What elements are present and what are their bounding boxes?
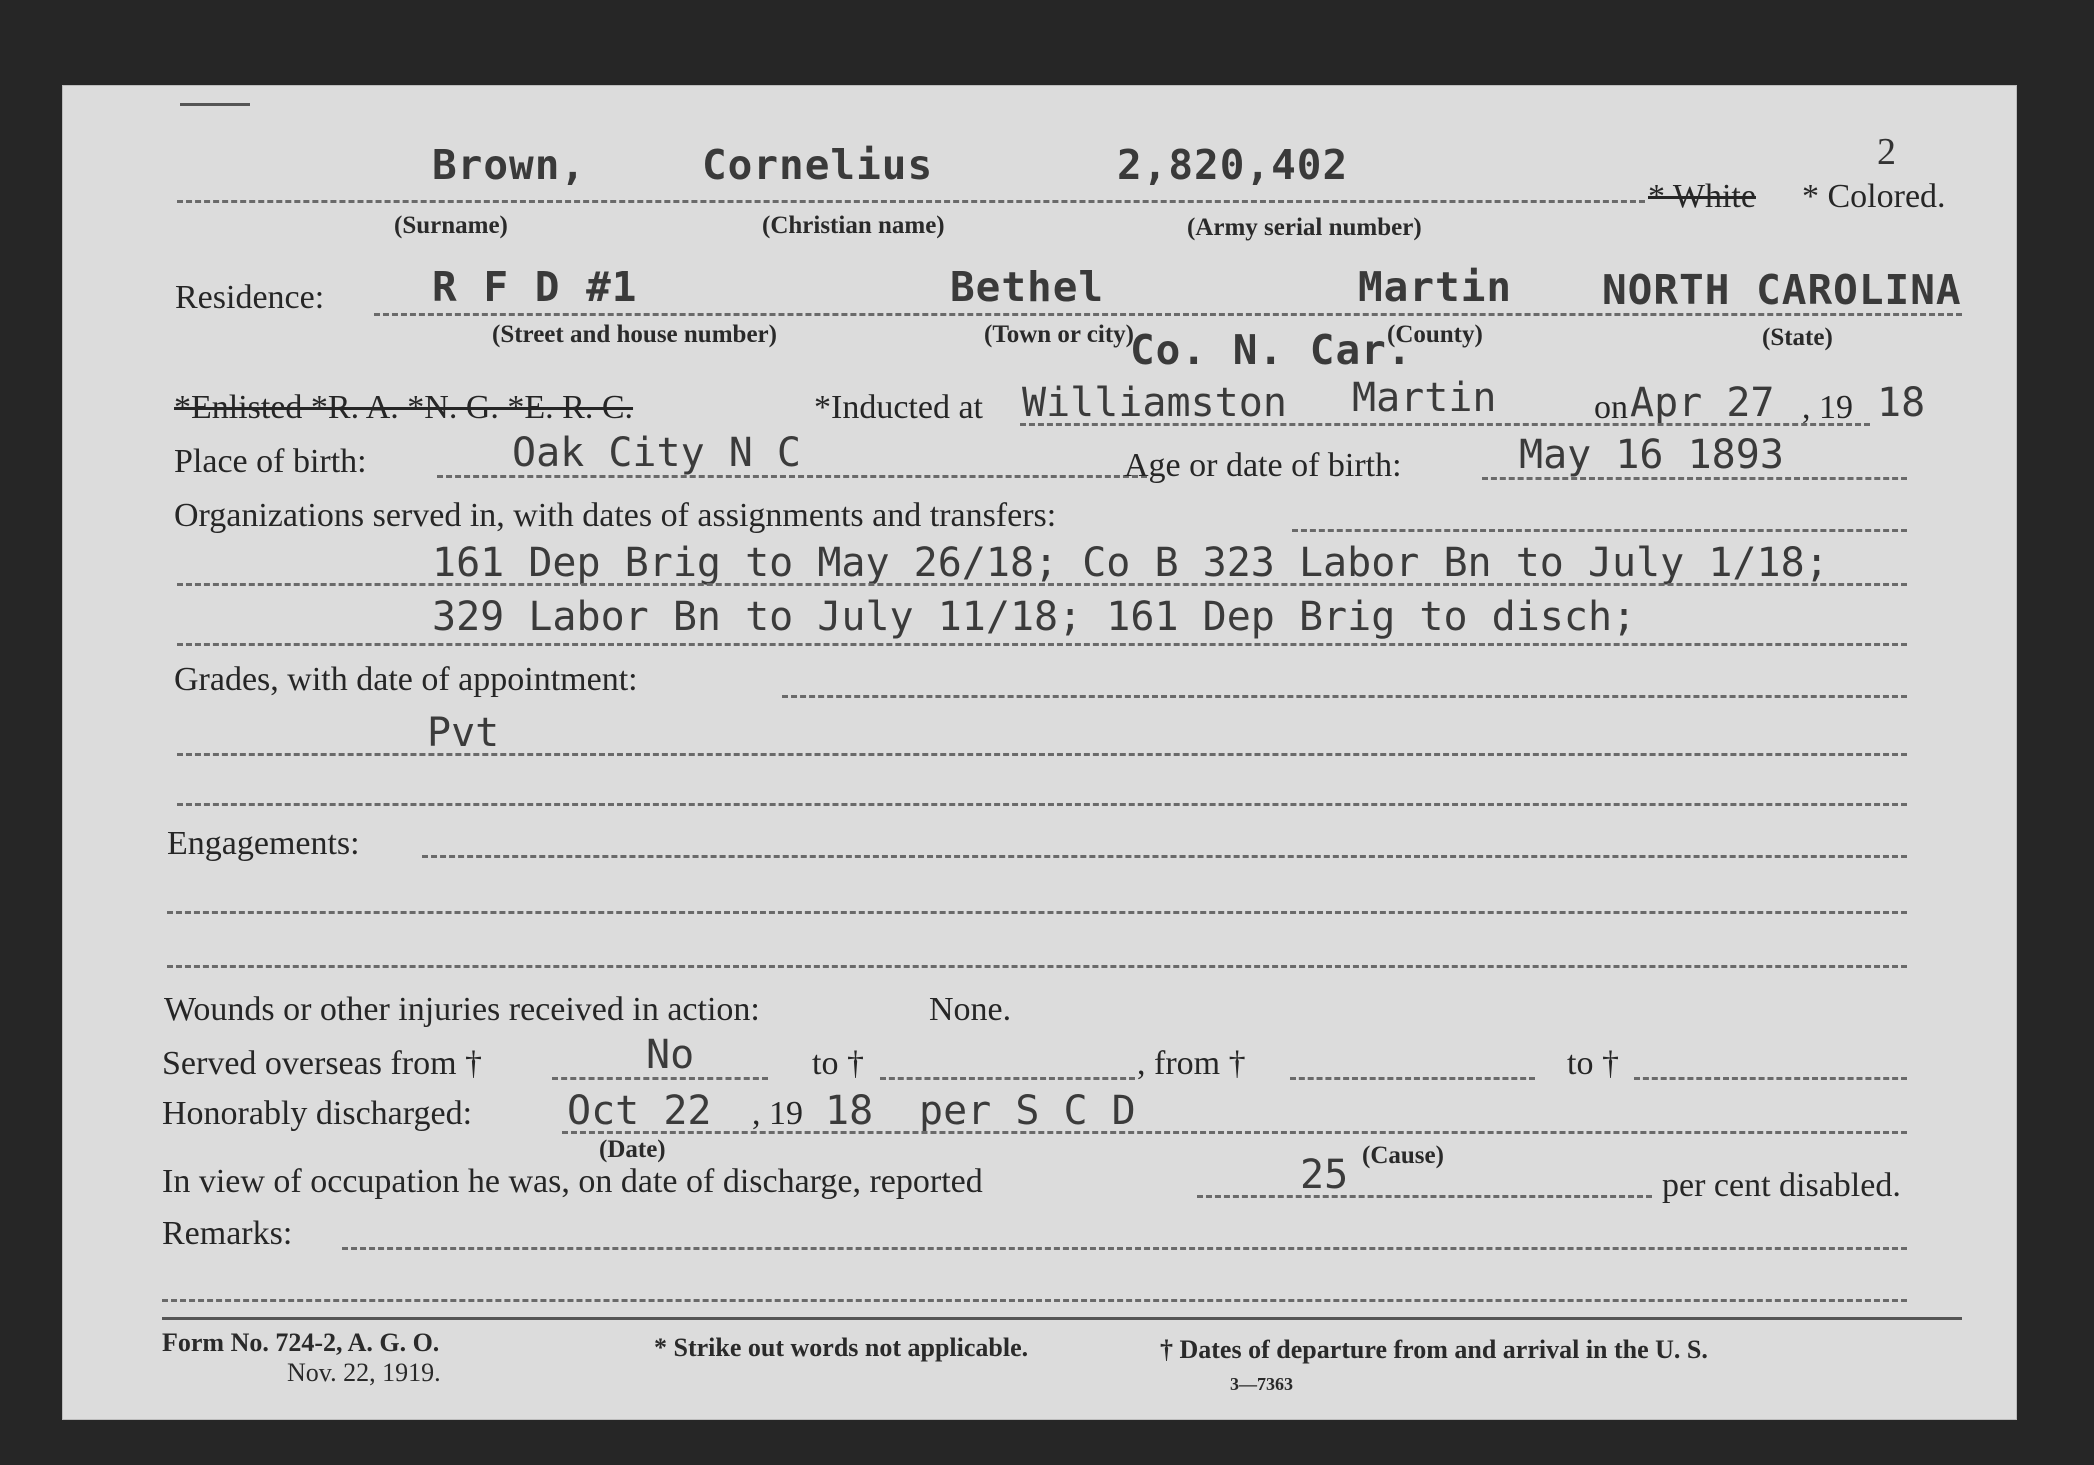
birth-place-line <box>437 475 1147 478</box>
org-label-line <box>1292 529 1907 532</box>
street-caption: (Street and house number) <box>492 321 777 348</box>
disabled-percent: 25 <box>1300 1152 1349 1198</box>
overseas-from2-label: , from † <box>1137 1045 1246 1082</box>
enlisted-struck: *Enlisted *R. A. *N. G. *E. R. C. <box>174 389 634 426</box>
street-value: R F D #1 <box>432 263 638 311</box>
disabled-line <box>1197 1195 1652 1198</box>
print-code: 3—7363 <box>1230 1374 1293 1394</box>
page-number: 2 <box>1877 131 1896 173</box>
inducted-label: *Inducted at <box>814 389 983 426</box>
discharge-year-prefix: , 19 <box>752 1095 803 1132</box>
birth-date-label: Age or date of birth: <box>1124 447 1402 484</box>
induction-line <box>1020 423 1870 426</box>
engagements-line-3 <box>167 965 1907 968</box>
grades-label: Grades, with date of appointment: <box>174 661 638 698</box>
wounds-label: Wounds or other injuries received in action: <box>164 991 760 1028</box>
strike-note: * Strike out words not applicable. <box>654 1333 1029 1362</box>
grades-label-line <box>782 695 1907 698</box>
birth-date-line <box>1482 477 1907 480</box>
inducted-date: Apr 27 <box>1630 380 1775 426</box>
christian-name-value: Cornelius <box>702 141 934 189</box>
residence-line <box>374 313 1962 316</box>
inducted-year-prefix: , 19 <box>1802 389 1853 426</box>
occupation-label: In view of occupation he was, on date of discharge, reported <box>162 1163 983 1200</box>
birth-date-value: May 16 1893 <box>1519 432 1784 478</box>
date-caption: (Date) <box>599 1136 666 1163</box>
overseas-to2-line <box>1634 1077 1907 1080</box>
dates-note: † Dates of departure from and arrival in the U. S. <box>1160 1335 1708 1364</box>
christian-name-caption: (Christian name) <box>762 212 945 239</box>
grade-value: Pvt <box>427 710 500 756</box>
grades-line-2 <box>177 803 1907 806</box>
disabled-suffix: per cent disabled. <box>1662 1167 1901 1204</box>
service-record-card <box>62 85 2017 1420</box>
engagements-line-1 <box>422 855 1907 858</box>
overseas-to-label: to † <box>812 1045 864 1082</box>
organizations-line-2: 329 Labor Bn to July 11/18; 161 Dep Brig to disch; <box>432 594 1637 640</box>
inducted-year: 18 <box>1877 380 1926 426</box>
county-note: Co. N. Car. <box>1130 326 1413 374</box>
discharge-date: Oct 22 <box>567 1088 712 1134</box>
overseas-to2-label: to † <box>1567 1045 1619 1082</box>
overseas-from-line <box>552 1077 768 1080</box>
serial-number-value: 2,820,402 <box>1117 141 1349 189</box>
race-white-struck: * White <box>1648 178 1756 215</box>
form-date: Nov. 22, 1919. <box>287 1358 441 1387</box>
cause-caption: (Cause) <box>1362 1142 1444 1169</box>
inducted-place: Williamston <box>1022 380 1287 426</box>
overseas-from-value: No <box>646 1032 695 1078</box>
footer-rule <box>162 1317 1962 1320</box>
overseas-to-line <box>880 1077 1135 1080</box>
form-number: Form No. 724-2, A. G. O. <box>162 1328 440 1357</box>
grades-line-1 <box>177 753 1907 756</box>
corner-mark <box>180 103 250 106</box>
org-line-1 <box>177 583 1907 586</box>
town-caption: (Town or city) <box>984 321 1134 348</box>
organizations-line-1: 161 Dep Brig to May 26/18; Co B 323 Labor Bn to July 1/18; <box>432 540 1829 586</box>
org-line-2 <box>177 643 1907 646</box>
overseas-from2-line <box>1290 1077 1535 1080</box>
discharged-label: Honorably discharged: <box>162 1095 473 1132</box>
town-value: Bethel <box>950 263 1105 311</box>
surname-caption: (Surname) <box>394 212 508 239</box>
birth-place-label: Place of birth: <box>174 443 367 480</box>
overseas-label: Served overseas from † <box>162 1045 483 1082</box>
organizations-label: Organizations served in, with dates of assignments and transfers: <box>174 497 1057 534</box>
discharge-cause: per S C D <box>919 1088 1136 1134</box>
inducted-county: Martin <box>1352 375 1497 421</box>
remarks-line-1 <box>342 1247 1907 1250</box>
remarks-label: Remarks: <box>162 1215 293 1252</box>
residence-label: Residence: <box>175 279 325 316</box>
county-caption: (County) <box>1387 321 1483 348</box>
state-value: NORTH CAROLINA <box>1602 266 1962 314</box>
engagements-line-2 <box>167 911 1907 914</box>
serial-caption: (Army serial number) <box>1187 214 1422 241</box>
discharge-line <box>562 1131 1907 1134</box>
birth-place-value: Oak City N C <box>512 430 801 476</box>
on-label: on <box>1594 389 1628 426</box>
surname-value: Brown, <box>432 141 587 189</box>
county-value: Martin <box>1358 263 1513 311</box>
name-line <box>177 200 1645 203</box>
discharge-year: 18 <box>825 1088 874 1134</box>
wounds-value: None. <box>929 991 1012 1028</box>
engagements-label: Engagements: <box>167 825 360 862</box>
state-caption: (State) <box>1762 324 1833 351</box>
race-colored: * Colored. <box>1802 178 1946 215</box>
remarks-line-2 <box>162 1299 1907 1302</box>
